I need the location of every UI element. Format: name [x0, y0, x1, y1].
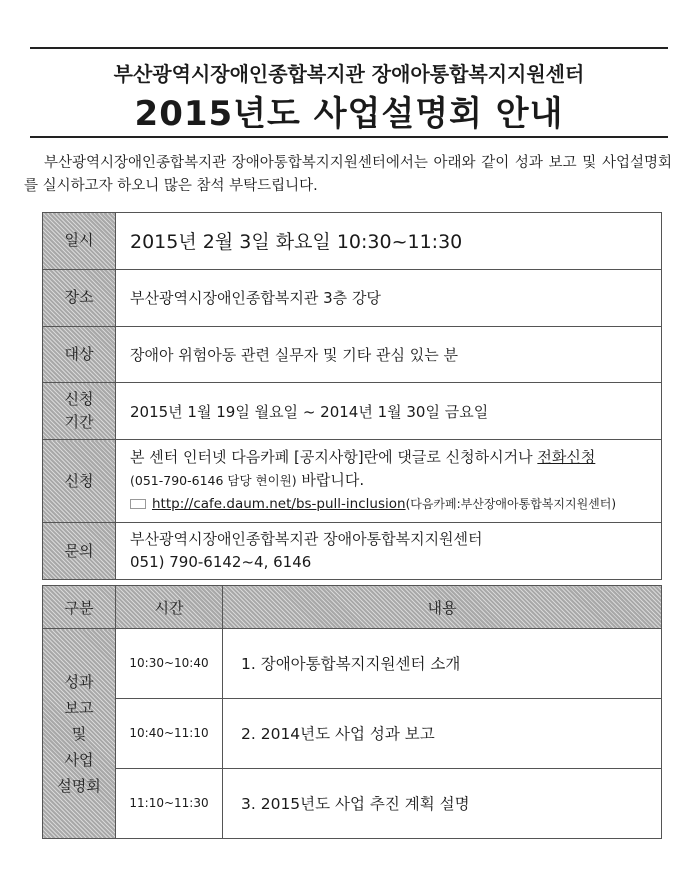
apply-line2-text: 바랍니다.: [296, 471, 365, 490]
info-row-place: [43, 269, 662, 326]
place-value: 부산광역시장애인종합복지관 3층 강당: [116, 269, 662, 326]
apply-label: 신청: [43, 440, 116, 523]
date-label: 일시: [43, 213, 116, 270]
apply-line2: [130, 469, 660, 492]
side-line: 보고: [64, 698, 94, 717]
side-line: 설명회: [57, 776, 101, 795]
schedule-table: [42, 585, 662, 839]
apply-line3: [130, 492, 660, 516]
period-label-line2: 기간: [64, 413, 94, 432]
schedule-content: 1. 장애아통합복지지원센터 소개: [223, 629, 662, 699]
info-row-date: [43, 213, 662, 270]
info-row-apply: [43, 440, 662, 523]
top-rule: [30, 47, 668, 49]
link-icon: [130, 499, 146, 509]
date-value: 2015년 2월 3일 화요일 10:30~11:30: [116, 213, 662, 270]
info-row-target: [43, 326, 662, 383]
col-category: 구분: [43, 586, 116, 629]
col-content: 내용: [223, 586, 662, 629]
cafe-note: (다음카페:부산장애아통합복지지원센터): [405, 497, 617, 512]
schedule-time: 10:30~10:40: [116, 629, 223, 699]
period-label: [43, 383, 116, 440]
target-label: 대상: [43, 326, 116, 383]
cafe-link[interactable]: http://cafe.daum.net/bs-pull-inclusion: [152, 496, 406, 513]
target-value: 장애아 위험아동 관련 실무자 및 기타 관심 있는 분: [116, 326, 662, 383]
phone-apply-text: 전화신청: [537, 448, 596, 467]
info-table: [42, 212, 662, 580]
title-rule: [30, 136, 668, 138]
contact-value: [116, 523, 662, 580]
apply-line1-text: 본 센터 인터넷 다음카페 [공지사항]란에 댓글로 신청하시거나: [130, 448, 538, 467]
info-row-contact: [43, 523, 662, 580]
apply-line1: [130, 446, 660, 469]
side-line: 사업: [64, 750, 94, 769]
contact-person: (051-790-6146 담당 현이원): [130, 473, 297, 489]
schedule-header-row: [43, 586, 662, 629]
info-row-period: [43, 383, 662, 440]
schedule-row: [43, 629, 662, 699]
schedule-row: [43, 698, 662, 768]
period-label-line1: 신청: [64, 390, 94, 409]
place-label: 장소: [43, 269, 116, 326]
schedule-row: [43, 768, 662, 838]
side-line: 및: [71, 724, 87, 743]
page-subtitle: 부산광역시장애인종합복지관 장애아통합복지지원센터: [113, 62, 585, 86]
col-time: 시간: [116, 586, 223, 629]
contact-line1: 부산광역시장애인종합복지관 장애아통합복지지원센터: [130, 530, 483, 549]
page-title: 2015년도 사업설명회 안내: [134, 94, 564, 134]
apply-value: [116, 440, 662, 523]
schedule-time: 11:10~11:30: [116, 768, 223, 838]
period-value: 2015년 1월 19일 월요일 ~ 2014년 1월 30일 금요일: [116, 383, 662, 440]
side-line: 성과: [64, 672, 94, 691]
schedule-time: 10:40~11:10: [116, 698, 223, 768]
contact-label: 문의: [43, 523, 116, 580]
contact-line2: 051) 790-6142~4, 6146: [130, 553, 312, 572]
schedule-content: 3. 2015년도 사업 추진 계획 설명: [223, 768, 662, 838]
intro-paragraph: 부산광역시장애인종합복지관 장애아통합복지지원센터에서는 아래와 같이 성과 보고 및 사업설명회를 실시하고자 하오니 많은 참석 부탁드립니다.: [24, 155, 672, 194]
schedule-content: 2. 2014년도 사업 성과 보고: [223, 698, 662, 768]
schedule-category: [43, 629, 116, 839]
